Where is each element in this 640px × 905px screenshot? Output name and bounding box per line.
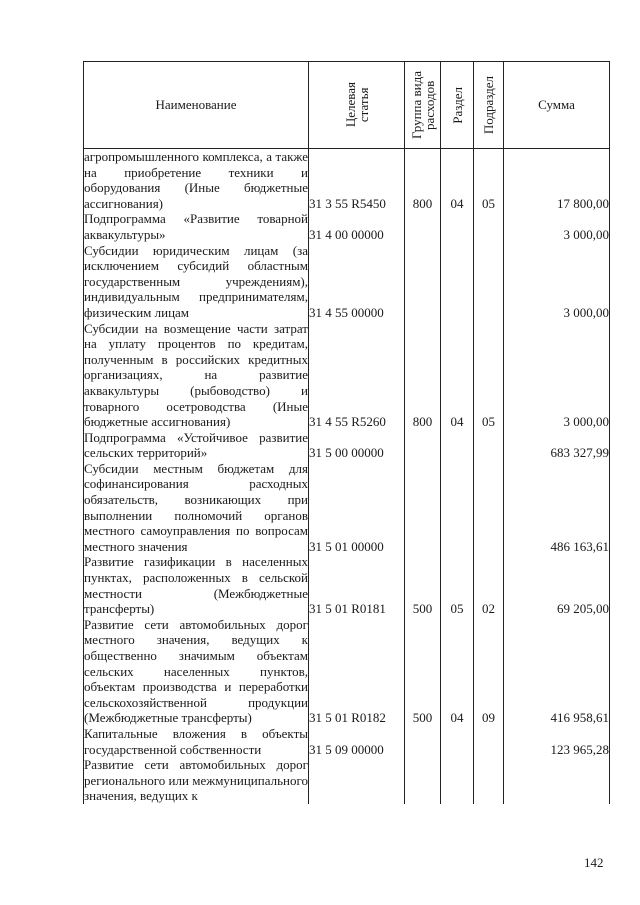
row-target-item: 31 5 01 R0181 [309,554,405,616]
page-number: 142 [584,855,604,870]
row-subsection [474,757,504,804]
row-subsection: 02 [474,554,504,616]
row-expense-group: 500 [405,617,441,726]
row-subsection [474,726,504,757]
row-section [441,430,474,461]
header-expense-group: Группа вида расходов [405,62,441,149]
row-target-item: 31 4 55 R5260 [309,321,405,430]
row-subsection [474,461,504,555]
row-name: Субсидии местным бюджетам для софинансирования расходных обязательств, возникающих при выполнении полномочий органов местного самоуправления по вопросам местного значения [84,460,308,554]
row-target-item: 31 5 09 00000 [309,726,405,757]
row-amount: 17 800,00 [504,149,610,212]
table-row [84,211,610,242]
row-section: 04 [441,617,474,726]
row-target-item: 31 5 01 R0182 [309,617,405,726]
row-amount: 3 000,00 [504,321,610,430]
header-amount: Сумма [504,62,610,149]
row-target-item: 31 4 55 00000 [309,243,405,321]
row-subsection [474,243,504,321]
row-name: Капитальные вложения в объекты государственной собственности [84,725,308,757]
budget-table [83,61,610,804]
row-amount [504,757,610,804]
row-amount: 486 163,61 [504,461,610,555]
row-amount: 3 000,00 [504,211,610,242]
row-name: Развитие газификации в населенных пунктах, расположенных в сельской местности (Межбюджетные трансферты) [84,554,308,617]
row-name: Развитие сети автомобильных дорог регионального или межмуниципального значения, ведущих к [84,757,308,804]
row-expense-group [405,243,441,321]
row-amount: 69 205,00 [504,554,610,616]
row-name: Подпрограмма «Устойчивое развитие сельских территорий» [84,429,308,461]
header-section: Раздел [441,62,474,149]
table-header-row [84,62,610,149]
table-row [84,149,610,212]
row-subsection: 09 [474,617,504,726]
row-amount: 123 965,28 [504,726,610,757]
row-target-item: 31 4 00 00000 [309,211,405,242]
header-name: Наименование [84,62,309,149]
row-amount: 416 958,61 [504,617,610,726]
row-section: 05 [441,554,474,616]
row-name: Подпрограмма «Развитие товарной аквакультуры» [84,211,308,242]
row-section [441,726,474,757]
row-name: Субсидии на возмещение части затрат на уплату процентов по кредитам, полученным в российских кредитных организациях, на развитие аквакультуры (рыбоводство) и товарного осетроводства (Иные бюджетные ассигнования) [84,320,308,430]
row-section [441,243,474,321]
row-expense-group [405,461,441,555]
row-section [441,461,474,555]
row-target-item: 31 5 00 00000 [309,430,405,461]
table-row [84,321,610,430]
row-section [441,211,474,242]
header-target-item: Целевая статья [309,62,405,149]
row-expense-group [405,726,441,757]
row-name: Субсидии юридическим лицам (за исключением субсидий областным государственным учреждениям), индивидуальным предпринимателям, физическим лицам [84,242,308,320]
table-row [84,726,610,757]
table-row [84,757,610,804]
row-expense-group: 800 [405,321,441,430]
row-subsection [474,430,504,461]
row-section: 04 [441,321,474,430]
table-row [84,430,610,461]
table-row [84,554,610,616]
row-amount: 3 000,00 [504,243,610,321]
row-target-item [309,757,405,804]
row-subsection [474,211,504,242]
row-target-item: 31 3 55 R5450 [309,149,405,212]
row-amount: 683 327,99 [504,430,610,461]
row-section: 04 [441,149,474,212]
row-expense-group: 800 [405,149,441,212]
row-subsection: 05 [474,321,504,430]
row-expense-group: 500 [405,554,441,616]
table-row [84,617,610,726]
table-row [84,461,610,555]
row-name: Развитие сети автомобильных дорог местного значения, ведущих к общественно значимым объектам сельских населенных пунктов, объектам производства и переработки сельскохозяйственной продукции (Межбюджетные трансферты) [84,616,308,726]
row-expense-group [405,430,441,461]
row-expense-group [405,211,441,242]
header-subsection: Подраздел [474,62,504,149]
row-name: агропромышленного комплекса, а также на приобретение техники и оборудования (Иные бюджетные ассигнования) [84,149,308,211]
row-section [441,757,474,804]
row-target-item: 31 5 01 00000 [309,461,405,555]
row-expense-group [405,757,441,804]
table-row [84,243,610,321]
row-subsection: 05 [474,149,504,212]
